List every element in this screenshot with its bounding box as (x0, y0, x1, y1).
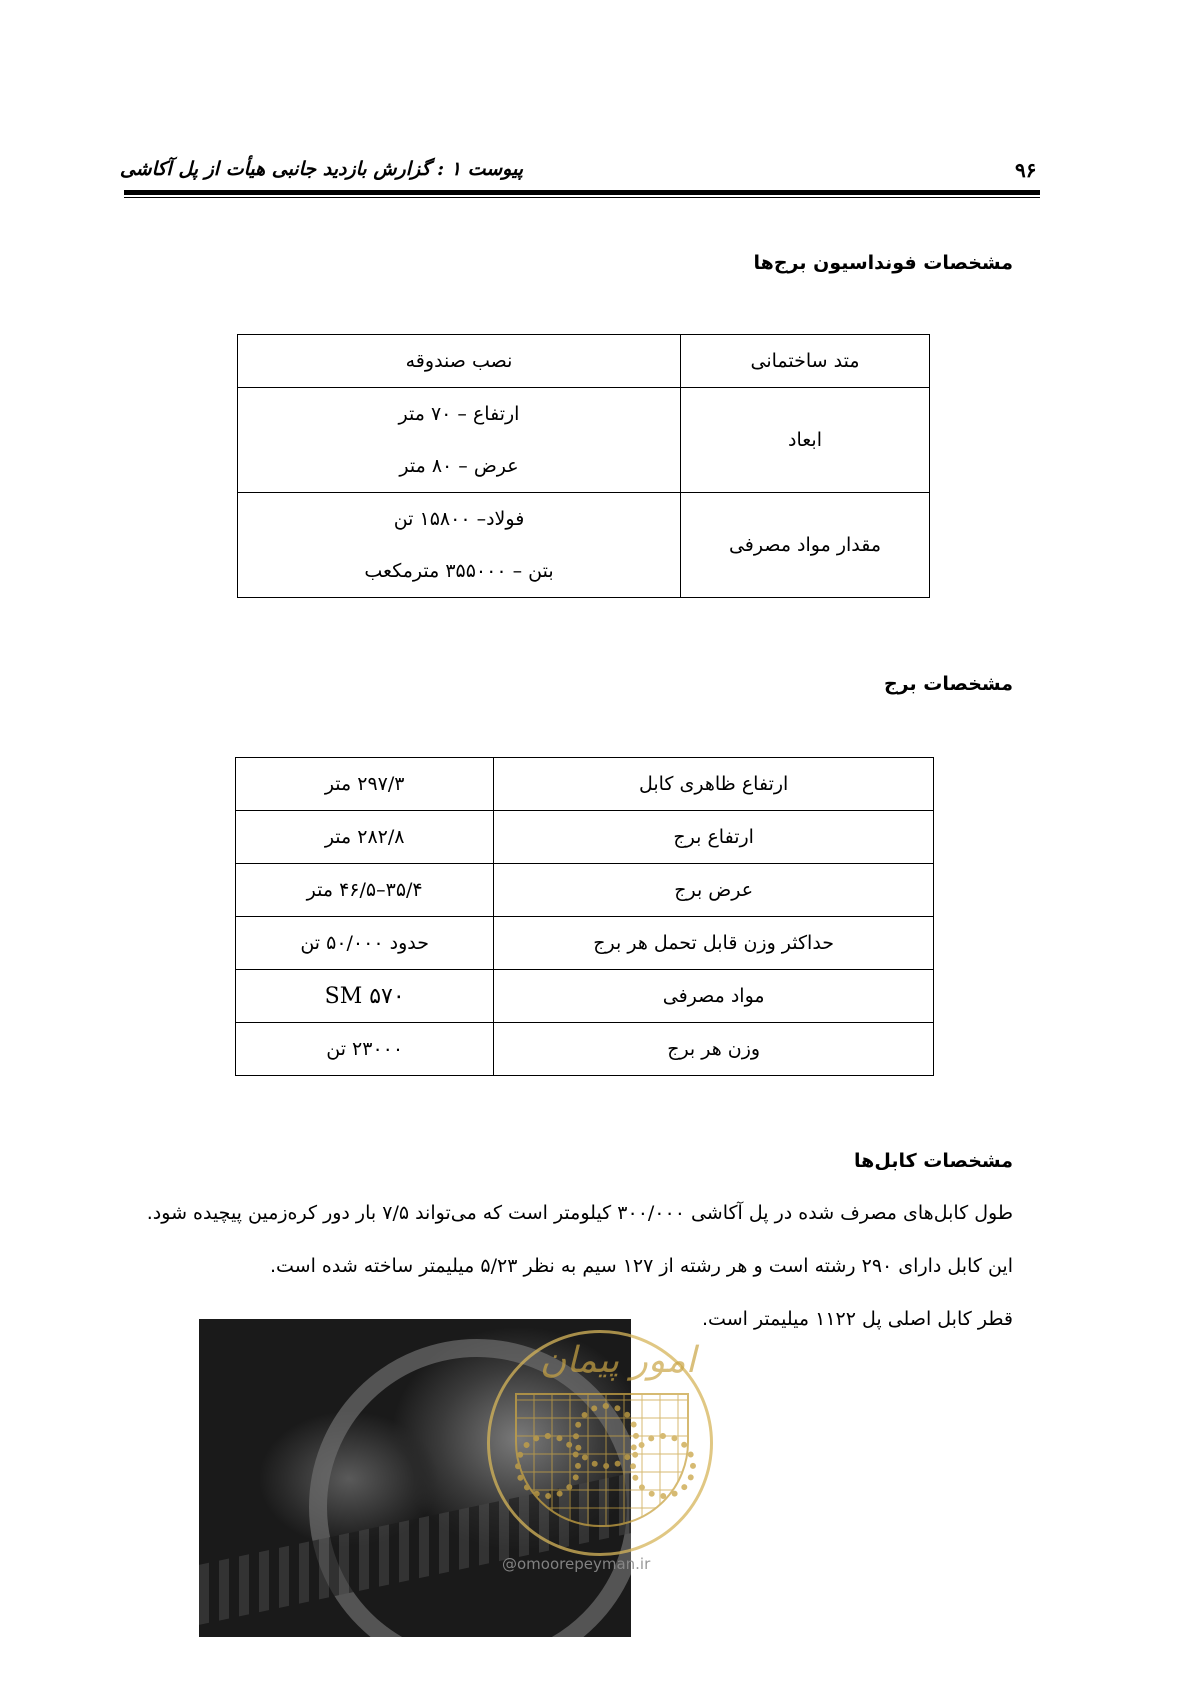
value-line: ارتفاع – ۷۰ متر (398, 403, 520, 425)
page-title: پیوست ۱ : گزارش بازدید جانبی هیأت از پل آکاشی (119, 158, 523, 180)
table-row (238, 388, 930, 493)
foundation-col-value: نصب صندوقه (238, 335, 681, 388)
cables-heading: مشخصات کابل‌ها (854, 1150, 1013, 1172)
foundation-row-label: ابعاد (681, 388, 930, 493)
tower-heading: مشخصات برج (883, 673, 1013, 695)
gear-icon (630, 1433, 696, 1499)
foundation-heading: مشخصات فونداسیون برج‌ها (753, 252, 1013, 274)
value-line: فولاد– ۱۵۸۰۰ تن (393, 508, 525, 530)
foundation-row-value (238, 493, 681, 598)
watermark-logo-text: امور پیمان (540, 1340, 696, 1381)
value-line: بتن – ۳۵۵۰۰۰ مترمکعب (364, 560, 554, 582)
tower-property: مواد مصرفی (494, 970, 934, 1023)
tower-value: ۲۹۷/۳ متر (236, 758, 494, 811)
table-row (236, 970, 934, 1023)
table-row (238, 335, 930, 388)
gear-icon (515, 1433, 581, 1499)
header-rule-thin (124, 197, 1040, 198)
tower-property: ارتفاع برج (494, 811, 934, 864)
table-row (236, 758, 934, 811)
foundation-row-value (238, 388, 681, 493)
foundation-row-label: مقدار مواد مصرفی (681, 493, 930, 598)
header-rule-thick (124, 190, 1040, 195)
tower-property: حداکثر وزن قابل تحمل هر برج (494, 917, 934, 970)
table-row (238, 493, 930, 598)
tower-value: حدود ۵۰/۰۰۰ تن (236, 917, 494, 970)
tower-property: عرض برج (494, 864, 934, 917)
cables-paragraph: قطر کابل اصلی پل ۱۱۲۲ میلیمتر است. (702, 1308, 1013, 1330)
table-row (236, 864, 934, 917)
table-row (236, 1023, 934, 1076)
table-row (236, 811, 934, 864)
tower-value: ۳۵/۴–۴۶/۵ متر (236, 864, 494, 917)
page-number: ۹۶ (1015, 158, 1037, 182)
watermark-url: @omoorepeyman.ir (502, 1555, 651, 1573)
cables-paragraph: طول کابل‌های مصرف شده در پل آکاشی ۳۰۰/۰۰۰ کیلومتر است که می‌تواند ۷/۵ بار دور کره‌زمین پیچیده شود. (146, 1202, 1013, 1224)
table-row (236, 917, 934, 970)
tower-table (235, 757, 934, 1076)
cables-paragraph: این کابل دارای ۲۹۰ رشته است و هر رشته از ۱۲۷ سیم به نظر ۵/۲۳ میلیمتر ساخته شده است. (269, 1255, 1013, 1277)
tower-value: ۲۸۲/۸ متر (236, 811, 494, 864)
foundation-table (237, 334, 930, 598)
tower-property: ارتفاع ظاهری کابل (494, 758, 934, 811)
foundation-col-label: متد ساختمانی (681, 335, 930, 388)
gear-icon (573, 1403, 639, 1469)
tower-property: وزن هر برج (494, 1023, 934, 1076)
value-line: عرض – ۸۰ متر (399, 455, 519, 477)
tower-value: ۲۳۰۰۰ تن (236, 1023, 494, 1076)
tower-value: SM ۵۷۰ (236, 970, 494, 1023)
